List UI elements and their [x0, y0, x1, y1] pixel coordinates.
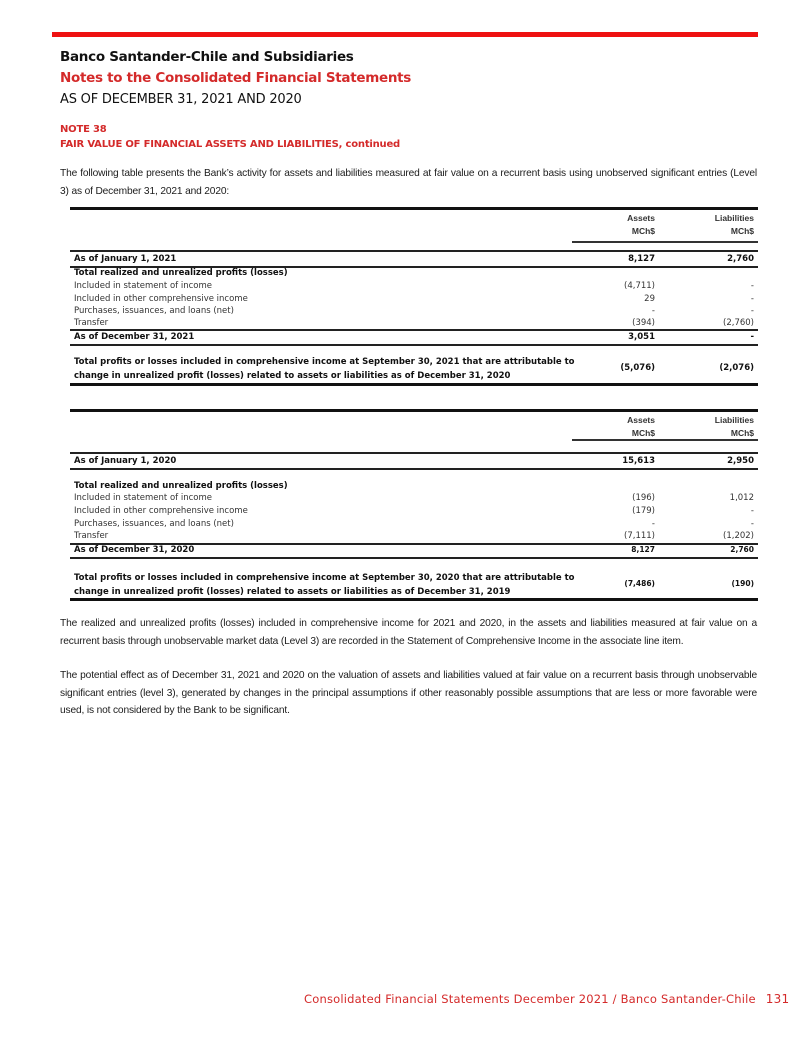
- cell-assets: (7,111): [624, 531, 655, 541]
- row-label: Transfer: [74, 318, 109, 328]
- table-2020: [70, 409, 758, 604]
- row-rule: [70, 468, 758, 470]
- header-accent-bar: [52, 32, 758, 37]
- column-header-rule: [572, 241, 758, 243]
- column-header-liabilities: Liabilities MCh$: [714, 213, 754, 236]
- cell-liabilities: 2,950: [727, 456, 754, 466]
- cell-liabilities: -: [750, 519, 754, 529]
- row-rule: [70, 329, 758, 331]
- table-2021: [70, 207, 758, 387]
- row-label: As of January 1, 2021: [74, 254, 177, 264]
- table-bottom-rule: [70, 598, 758, 601]
- cell-liabilities: (2,760): [723, 318, 754, 328]
- column-header-rule: [572, 439, 758, 441]
- cell-liabilities: (1,202): [723, 531, 754, 541]
- cell-assets: (394): [632, 318, 655, 328]
- row-label: Purchases, issuances, and loans (net): [74, 519, 234, 529]
- row-label: Purchases, issuances, and loans (net): [74, 306, 234, 316]
- row-label: Included in statement of income: [74, 281, 212, 291]
- row-label: Total realized and unrealized profits (losses): [74, 268, 288, 278]
- note-title: FAIR VALUE OF FINANCIAL ASSETS AND LIABILITIES, continued: [60, 139, 401, 150]
- column-header-liabilities: Liabilities MCh$: [714, 415, 754, 438]
- as-of-date: AS OF DECEMBER 31, 2021 AND 2020: [60, 92, 302, 107]
- cell-liabilities: 2,760: [727, 254, 754, 264]
- cell-liabilities: 2,760: [730, 545, 754, 554]
- row-label: As of December 31, 2020: [74, 545, 195, 555]
- row-rule: [70, 344, 758, 346]
- row-label: Total realized and unrealized profits (losses): [74, 481, 288, 491]
- total-cell-liabilities: (190): [731, 579, 754, 588]
- cell-assets: (179): [632, 506, 655, 516]
- company-name: Banco Santander-Chile and Subsidiaries: [60, 49, 354, 65]
- total-row-label: Total profits or losses included in comprehensive income at September 30, 2021 that are attributable to change in unrealized profit (losses) related to assets or liabilities as of December 31, 2020: [74, 357, 575, 381]
- cell-assets: 15,613: [622, 456, 655, 466]
- intro-paragraph: The following table presents the Bank’s activity for assets and liabilities measured at fair value on a recurrent basis using unobserved significant entries (Level 3) as of December 31, 2021 and 2020:: [60, 168, 757, 197]
- row-label: Included in other comprehensive income: [74, 294, 248, 304]
- row-rule: [70, 250, 758, 252]
- page-number: 131: [765, 992, 790, 1006]
- column-header-assets: Assets MCh$: [627, 213, 655, 236]
- row-label: Included in other comprehensive income: [74, 506, 248, 516]
- cell-assets: (4,711): [624, 281, 655, 291]
- row-rule: [70, 452, 758, 454]
- page-footer: [304, 992, 789, 1006]
- cell-assets: -: [651, 519, 655, 529]
- table-top-rule: [70, 207, 758, 210]
- column-header-assets: Assets MCh$: [627, 415, 655, 438]
- paragraph-potential-effect: The potential effect as of December 31, 2021 and 2020 on the valuation of assets and liabilities valued at fair value on a recurrent basis through unobservable significant entries (level 3), generated by changes in the principal assumptions if other reasonably possible assumptions that are less or more favorable were used, is not considered by the Bank to be significant.: [60, 670, 757, 716]
- cell-liabilities: -: [750, 332, 754, 342]
- total-cell-assets: (5,076): [620, 363, 655, 373]
- cell-assets: 3,051: [628, 332, 655, 342]
- footer-text: Consolidated Financial Statements December 2021 / Banco Santander-Chile: [304, 992, 756, 1006]
- table-bottom-rule: [70, 383, 758, 386]
- cell-assets: (196): [632, 493, 655, 503]
- row-label: As of December 31, 2021: [74, 332, 195, 342]
- cell-assets: -: [651, 306, 655, 316]
- paragraph-realized-profits: The realized and unrealized profits (losses) included in comprehensive income for 2021 and 2020, in the assets and liabilities measured at fair value on a recurrent basis through unobservable market data (Level 3) are recorded in the Statement of Comprehensive Income in the associate line item.: [60, 618, 757, 647]
- cell-assets: 29: [644, 294, 655, 304]
- cell-liabilities: -: [750, 294, 754, 304]
- cell-liabilities: -: [750, 506, 754, 516]
- total-row-label: Total profits or losses included in comprehensive income at September 30, 2020 that are attributable to change in unrealized profit (losses) related to assets or liabilities as of December 31, 2019: [74, 573, 575, 597]
- cell-liabilities: -: [750, 306, 754, 316]
- row-rule: [70, 557, 758, 559]
- note-number: NOTE 38: [60, 124, 107, 135]
- cell-assets: 8,127: [631, 545, 655, 554]
- row-label: As of January 1, 2020: [74, 456, 177, 466]
- document-title: Notes to the Consolidated Financial Statements: [60, 70, 412, 86]
- total-cell-assets: (7,486): [624, 579, 655, 588]
- table-top-rule: [70, 409, 758, 412]
- cell-liabilities: 1,012: [729, 493, 754, 503]
- cell-liabilities: -: [750, 281, 754, 291]
- row-label: Transfer: [74, 531, 109, 541]
- cell-assets: 8,127: [628, 254, 655, 264]
- total-cell-liabilities: (2,076): [719, 363, 754, 373]
- row-label: Included in statement of income: [74, 493, 212, 503]
